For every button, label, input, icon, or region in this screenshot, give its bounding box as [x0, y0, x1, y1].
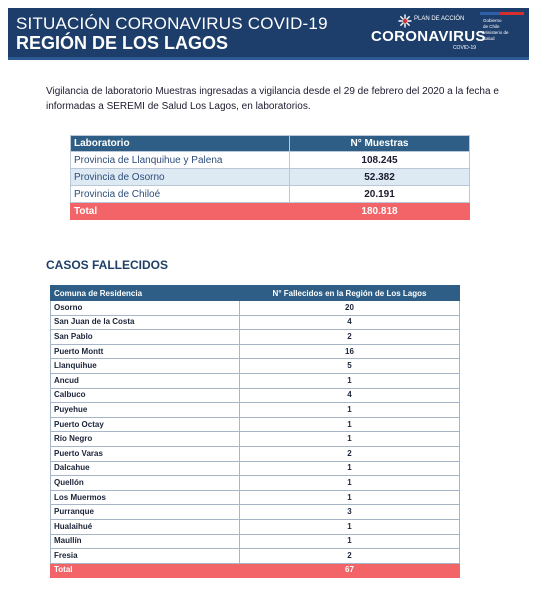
- deaths-cell: 2: [240, 446, 460, 461]
- table-row: [51, 359, 460, 374]
- commune-cell: Puerto Varas: [51, 446, 240, 461]
- government-logo: [480, 12, 524, 56]
- province-cell: Provincia de Osorno: [71, 169, 290, 186]
- deaths-cell: 3: [240, 505, 460, 520]
- commune-cell: Osorno: [51, 301, 240, 316]
- deaths-cell: 1: [240, 432, 460, 447]
- table-row: [51, 315, 460, 330]
- table-row: [51, 373, 460, 388]
- total-label: Total: [71, 203, 290, 220]
- total-value: 180.818: [290, 203, 470, 220]
- table-row: [51, 505, 460, 520]
- deaths-cell: 2: [240, 549, 460, 564]
- table-row: [51, 476, 460, 491]
- banner-subtitle: REGIÓN DE LOS LAGOS: [16, 33, 229, 53]
- column-header: Comuna de Residencia: [51, 286, 240, 301]
- table-row: [51, 534, 460, 549]
- table-row: [51, 417, 460, 432]
- commune-cell: Dalcahue: [51, 461, 240, 476]
- commune-cell: San Juan de la Costa: [51, 315, 240, 330]
- commune-cell: Ancud: [51, 373, 240, 388]
- table-row: [51, 490, 460, 505]
- deaths-cell: 20: [240, 301, 460, 316]
- commune-cell: Los Muermos: [51, 490, 240, 505]
- table-header-row: [51, 286, 460, 301]
- deaths-cell: 4: [240, 388, 460, 403]
- table-row: [51, 549, 460, 564]
- brand-plan-label: PLAN DE ACCIÓN: [414, 16, 465, 22]
- table-header-row: [71, 136, 470, 152]
- table-row: [51, 344, 460, 359]
- deaths-cell: 1: [240, 403, 460, 418]
- table-row: [51, 519, 460, 534]
- commune-cell: Maullín: [51, 534, 240, 549]
- table-row: [51, 461, 460, 476]
- header-banner: [8, 8, 529, 60]
- deaths-cell: 1: [240, 373, 460, 388]
- column-header: N° Muestras: [290, 136, 470, 152]
- deaths-cell: 16: [240, 344, 460, 359]
- brand-covid-label: COVID-19: [452, 45, 476, 51]
- deaths-cell: 1: [240, 461, 460, 476]
- deaths-cell: 1: [240, 534, 460, 549]
- table-row: [51, 330, 460, 345]
- deaths-cell: 4: [240, 315, 460, 330]
- commune-cell: Puerto Montt: [51, 344, 240, 359]
- column-header: Laboratorio: [71, 136, 290, 152]
- deaths-table: [50, 285, 460, 578]
- gov-line: de Chile: [483, 24, 500, 29]
- commune-cell: San Pablo: [51, 330, 240, 345]
- deaths-cell: 1: [240, 519, 460, 534]
- total-row: [51, 563, 460, 578]
- samples-cell: 108.245: [290, 152, 470, 169]
- table-row: [71, 169, 470, 186]
- table-row: [51, 403, 460, 418]
- commune-cell: Quellón: [51, 476, 240, 491]
- intro-paragraph: Vigilancia de laboratorio Muestras ingresadas a vigilancia desde el 29 de febrero del 2020 a la fecha e informadas a SEREMI de Salud Los Lagos, en laboratorios.: [46, 86, 499, 112]
- total-row: [71, 203, 470, 220]
- commune-cell: Purranque: [51, 505, 240, 520]
- table-row: [51, 446, 460, 461]
- column-header: N° Fallecidos en la Región de Los Lagos: [240, 286, 460, 301]
- commune-cell: Llanquihue: [51, 359, 240, 374]
- deaths-cell: 1: [240, 476, 460, 491]
- gov-line: Gobierno: [483, 18, 502, 23]
- table-row: [71, 186, 470, 203]
- coronavirus-brand-logo: [368, 14, 486, 54]
- commune-cell: Hualaihué: [51, 519, 240, 534]
- gov-line: Salud: [483, 36, 495, 41]
- table-row: [51, 301, 460, 316]
- banner-title: SITUACIÓN CORONAVIRUS COVID-19: [16, 14, 328, 33]
- table-row: [71, 152, 470, 169]
- deaths-cell: 2: [240, 330, 460, 345]
- province-cell: Provincia de Chiloé: [71, 186, 290, 203]
- star-icon: [398, 14, 412, 28]
- commune-cell: Río Negro: [51, 432, 240, 447]
- lab-samples-table: [70, 135, 470, 220]
- total-label: Total: [51, 563, 240, 578]
- commune-cell: Fresia: [51, 549, 240, 564]
- deaths-cell: 1: [240, 490, 460, 505]
- table-row: [51, 388, 460, 403]
- deaths-section-title: CASOS FALLECIDOS: [46, 258, 169, 272]
- gov-line: Ministerio de: [483, 30, 509, 35]
- deaths-cell: 5: [240, 359, 460, 374]
- province-cell: Provincia de Llanquihue y Palena: [71, 152, 290, 169]
- deaths-cell: 1: [240, 417, 460, 432]
- commune-cell: Puerto Octay: [51, 417, 240, 432]
- brand-name: CORONAVIRUS: [371, 28, 486, 45]
- samples-cell: 52.382: [290, 169, 470, 186]
- commune-cell: Puyehue: [51, 403, 240, 418]
- table-row: [51, 432, 460, 447]
- total-value: 67: [240, 563, 460, 578]
- commune-cell: Calbuco: [51, 388, 240, 403]
- samples-cell: 20.191: [290, 186, 470, 203]
